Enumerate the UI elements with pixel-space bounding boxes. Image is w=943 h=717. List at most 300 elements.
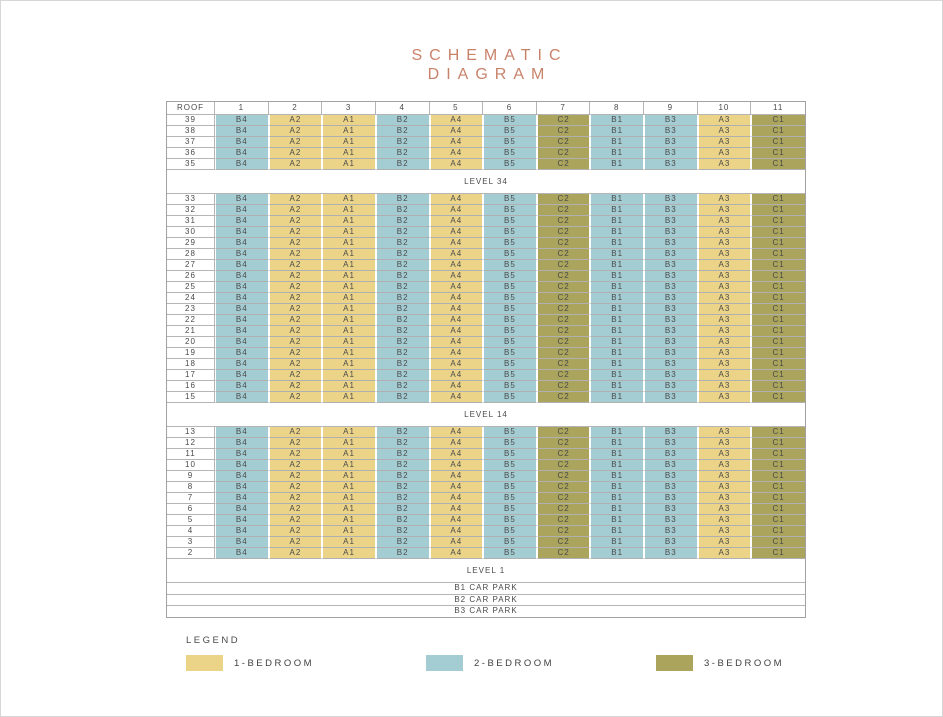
unit-cell-B1: B1 [590, 260, 644, 271]
unit-cell-B3: B3 [644, 238, 698, 249]
floor-label-10: 10 [167, 460, 215, 471]
unit-cell-B5: B5 [483, 194, 537, 205]
unit-cell-B5: B5 [483, 337, 537, 348]
unit-cell-B4: B4 [215, 392, 269, 403]
unit-cell-B5: B5 [483, 427, 537, 438]
unit-cell-B3: B3 [644, 471, 698, 482]
unit-cell-A3: A3 [698, 304, 752, 315]
unit-cell-B2: B2 [376, 326, 430, 337]
unit-cell-B2: B2 [376, 427, 430, 438]
unit-cell-B5: B5 [483, 381, 537, 392]
unit-cell-B2: B2 [376, 249, 430, 260]
unit-cell-B3: B3 [644, 449, 698, 460]
unit-cell-C1: C1 [751, 370, 805, 381]
floor-label-4: 4 [167, 526, 215, 537]
header-col-8: 8 [590, 102, 644, 115]
unit-cell-B1: B1 [590, 427, 644, 438]
unit-cell-A3: A3 [698, 537, 752, 548]
unit-cell-A2: A2 [269, 148, 323, 159]
unit-cell-B1: B1 [590, 205, 644, 216]
unit-cell-B2: B2 [376, 515, 430, 526]
unit-cell-A4: A4 [430, 148, 484, 159]
unit-cell-B4: B4 [215, 471, 269, 482]
unit-cell-C1: C1 [751, 216, 805, 227]
floor-label-30: 30 [167, 227, 215, 238]
unit-cell-B3: B3 [644, 548, 698, 559]
unit-cell-C2: C2 [537, 137, 591, 148]
floor-row-3 [167, 537, 805, 548]
unit-cell-C1: C1 [751, 271, 805, 282]
level-band-row [167, 559, 805, 583]
unit-cell-B4: B4 [215, 515, 269, 526]
unit-cell-B5: B5 [483, 238, 537, 249]
unit-cell-A4: A4 [430, 381, 484, 392]
legend-title: LEGEND [186, 635, 241, 646]
unit-cell-C1: C1 [751, 315, 805, 326]
unit-cell-B1: B1 [590, 249, 644, 260]
unit-cell-A1: A1 [322, 381, 376, 392]
unit-cell-A4: A4 [430, 194, 484, 205]
unit-cell-A4: A4 [430, 238, 484, 249]
unit-cell-A2: A2 [269, 238, 323, 249]
unit-cell-C2: C2 [537, 238, 591, 249]
unit-cell-A4: A4 [430, 260, 484, 271]
unit-cell-A3: A3 [698, 337, 752, 348]
unit-cell-A2: A2 [269, 282, 323, 293]
unit-cell-A3: A3 [698, 348, 752, 359]
unit-cell-B5: B5 [483, 271, 537, 282]
unit-cell-B4: B4 [215, 493, 269, 504]
floor-label-3: 3 [167, 537, 215, 548]
unit-cell-B1: B1 [590, 115, 644, 126]
unit-cell-A2: A2 [269, 493, 323, 504]
unit-cell-B5: B5 [483, 348, 537, 359]
floor-row-15 [167, 392, 805, 403]
unit-cell-B1: B1 [590, 194, 644, 205]
unit-cell-C2: C2 [537, 227, 591, 238]
unit-cell-A3: A3 [698, 126, 752, 137]
floor-label-33: 33 [167, 194, 215, 205]
unit-cell-B1: B1 [590, 293, 644, 304]
unit-cell-A1: A1 [322, 159, 376, 170]
page-title-line1: SCHEMATIC [411, 47, 568, 64]
unit-cell-B4: B4 [215, 238, 269, 249]
unit-cell-A1: A1 [322, 504, 376, 515]
unit-cell-A1: A1 [322, 471, 376, 482]
unit-cell-A1: A1 [322, 293, 376, 304]
unit-cell-B2: B2 [376, 370, 430, 381]
unit-cell-B5: B5 [483, 504, 537, 515]
unit-cell-A1: A1 [322, 537, 376, 548]
unit-cell-B4: B4 [215, 449, 269, 460]
unit-cell-C1: C1 [751, 460, 805, 471]
unit-cell-C1: C1 [751, 227, 805, 238]
unit-cell-B5: B5 [483, 205, 537, 216]
floor-row-4 [167, 526, 805, 537]
unit-cell-B4: B4 [215, 337, 269, 348]
unit-cell-C1: C1 [751, 493, 805, 504]
floor-label-24: 24 [167, 293, 215, 304]
unit-cell-A4: A4 [430, 293, 484, 304]
carpark-label: B1 CAR PARK [167, 583, 805, 595]
header-col-9: 9 [644, 102, 698, 115]
unit-cell-A2: A2 [269, 526, 323, 537]
unit-cell-A2: A2 [269, 515, 323, 526]
unit-cell-B3: B3 [644, 205, 698, 216]
unit-cell-A1: A1 [322, 348, 376, 359]
unit-cell-A1: A1 [322, 260, 376, 271]
unit-cell-B3: B3 [644, 227, 698, 238]
unit-cell-A1: A1 [322, 205, 376, 216]
unit-cell-B5: B5 [483, 293, 537, 304]
unit-cell-C1: C1 [751, 526, 805, 537]
unit-cell-B4: B4 [215, 504, 269, 515]
unit-cell-B3: B3 [644, 194, 698, 205]
header-col-4: 4 [376, 102, 430, 115]
unit-cell-C1: C1 [751, 449, 805, 460]
unit-cell-B4: B4 [215, 526, 269, 537]
unit-cell-C2: C2 [537, 471, 591, 482]
unit-cell-C1: C1 [751, 548, 805, 559]
unit-cell-C1: C1 [751, 115, 805, 126]
floor-label-8: 8 [167, 482, 215, 493]
unit-cell-C2: C2 [537, 526, 591, 537]
unit-cell-B1: B1 [590, 381, 644, 392]
floor-row-31 [167, 216, 805, 227]
legend-swatch-one_bedroom [186, 655, 223, 671]
unit-cell-B3: B3 [644, 271, 698, 282]
legend-item-1-bedroom [186, 655, 314, 671]
unit-cell-B3: B3 [644, 427, 698, 438]
unit-cell-B5: B5 [483, 115, 537, 126]
unit-cell-C1: C1 [751, 438, 805, 449]
unit-cell-A2: A2 [269, 427, 323, 438]
unit-cell-B5: B5 [483, 249, 537, 260]
unit-cell-A1: A1 [322, 326, 376, 337]
unit-cell-A1: A1 [322, 392, 376, 403]
floor-label-35: 35 [167, 159, 215, 170]
header-col-11: 11 [751, 102, 805, 115]
unit-cell-B4: B4 [215, 326, 269, 337]
unit-cell-B4: B4 [215, 370, 269, 381]
unit-cell-B2: B2 [376, 348, 430, 359]
unit-cell-B4: B4 [215, 260, 269, 271]
unit-cell-B5: B5 [483, 126, 537, 137]
unit-cell-B1: B1 [590, 348, 644, 359]
unit-cell-A2: A2 [269, 249, 323, 260]
unit-cell-C1: C1 [751, 260, 805, 271]
unit-cell-A4: A4 [430, 282, 484, 293]
unit-cell-B5: B5 [483, 148, 537, 159]
unit-cell-A4: A4 [430, 337, 484, 348]
unit-cell-A1: A1 [322, 282, 376, 293]
floor-row-11 [167, 449, 805, 460]
unit-cell-B5: B5 [483, 159, 537, 170]
unit-cell-A2: A2 [269, 159, 323, 170]
unit-cell-B3: B3 [644, 370, 698, 381]
unit-cell-B2: B2 [376, 482, 430, 493]
unit-cell-B4: B4 [215, 304, 269, 315]
unit-cell-B5: B5 [483, 326, 537, 337]
unit-cell-C1: C1 [751, 304, 805, 315]
table-body [167, 115, 805, 617]
header-col-7: 7 [537, 102, 591, 115]
unit-cell-C1: C1 [751, 326, 805, 337]
unit-cell-C2: C2 [537, 515, 591, 526]
unit-cell-A3: A3 [698, 504, 752, 515]
unit-cell-B2: B2 [376, 449, 430, 460]
unit-cell-B1: B1 [590, 471, 644, 482]
unit-cell-B5: B5 [483, 548, 537, 559]
floor-label-25: 25 [167, 282, 215, 293]
unit-cell-B3: B3 [644, 438, 698, 449]
unit-cell-B3: B3 [644, 348, 698, 359]
unit-cell-A4: A4 [430, 271, 484, 282]
unit-cell-A4: A4 [430, 392, 484, 403]
unit-cell-B1: B1 [590, 537, 644, 548]
unit-cell-B4: B4 [215, 315, 269, 326]
unit-cell-B2: B2 [376, 271, 430, 282]
unit-cell-B3: B3 [644, 504, 698, 515]
unit-cell-B2: B2 [376, 471, 430, 482]
unit-cell-B2: B2 [376, 159, 430, 170]
floor-label-16: 16 [167, 381, 215, 392]
unit-cell-B2: B2 [376, 293, 430, 304]
unit-cell-B3: B3 [644, 482, 698, 493]
unit-cell-B4: B4 [215, 427, 269, 438]
unit-cell-A3: A3 [698, 282, 752, 293]
unit-cell-C1: C1 [751, 249, 805, 260]
unit-cell-C1: C1 [751, 348, 805, 359]
unit-cell-C2: C2 [537, 449, 591, 460]
unit-cell-A4: A4 [430, 471, 484, 482]
unit-cell-A1: A1 [322, 515, 376, 526]
unit-cell-A4: A4 [430, 249, 484, 260]
unit-cell-A3: A3 [698, 392, 752, 403]
unit-cell-A3: A3 [698, 137, 752, 148]
unit-cell-A2: A2 [269, 137, 323, 148]
unit-cell-C2: C2 [537, 148, 591, 159]
unit-cell-B1: B1 [590, 238, 644, 249]
unit-cell-A2: A2 [269, 205, 323, 216]
unit-cell-C2: C2 [537, 548, 591, 559]
floor-label-12: 12 [167, 438, 215, 449]
unit-cell-A1: A1 [322, 526, 376, 537]
unit-cell-C2: C2 [537, 271, 591, 282]
unit-cell-A1: A1 [322, 493, 376, 504]
floor-row-9 [167, 471, 805, 482]
unit-cell-B1: B1 [590, 137, 644, 148]
unit-cell-B3: B3 [644, 381, 698, 392]
unit-cell-A1: A1 [322, 137, 376, 148]
unit-cell-A2: A2 [269, 460, 323, 471]
unit-cell-A4: A4 [430, 359, 484, 370]
carpark-row [167, 595, 805, 607]
floor-row-22 [167, 315, 805, 326]
unit-cell-B4: B4 [215, 205, 269, 216]
legend-item-label: 2-BEDROOM [474, 657, 555, 669]
unit-cell-B5: B5 [483, 137, 537, 148]
floor-label-29: 29 [167, 238, 215, 249]
unit-cell-A4: A4 [430, 159, 484, 170]
unit-cell-C2: C2 [537, 460, 591, 471]
unit-cell-C2: C2 [537, 504, 591, 515]
unit-cell-B2: B2 [376, 359, 430, 370]
floor-row-17 [167, 370, 805, 381]
unit-cell-C1: C1 [751, 293, 805, 304]
unit-cell-B4: B4 [215, 216, 269, 227]
floor-label-31: 31 [167, 216, 215, 227]
unit-cell-B3: B3 [644, 260, 698, 271]
unit-cell-B2: B2 [376, 148, 430, 159]
unit-cell-B3: B3 [644, 304, 698, 315]
header-col-10: 10 [698, 102, 752, 115]
floor-label-19: 19 [167, 348, 215, 359]
unit-cell-B5: B5 [483, 227, 537, 238]
unit-cell-A3: A3 [698, 381, 752, 392]
unit-cell-A4: A4 [430, 370, 484, 381]
legend-item-2-bedroom [426, 655, 554, 671]
header-col-6: 6 [483, 102, 537, 115]
unit-cell-C2: C2 [537, 438, 591, 449]
unit-cell-A1: A1 [322, 548, 376, 559]
unit-cell-A1: A1 [322, 194, 376, 205]
unit-cell-C2: C2 [537, 348, 591, 359]
unit-cell-C1: C1 [751, 126, 805, 137]
unit-cell-B1: B1 [590, 482, 644, 493]
unit-cell-B5: B5 [483, 526, 537, 537]
unit-cell-B1: B1 [590, 460, 644, 471]
unit-cell-A1: A1 [322, 460, 376, 471]
unit-cell-A4: A4 [430, 348, 484, 359]
unit-cell-A4: A4 [430, 227, 484, 238]
table-header [167, 102, 805, 115]
unit-cell-A2: A2 [269, 370, 323, 381]
unit-cell-B3: B3 [644, 537, 698, 548]
floor-row-26 [167, 271, 805, 282]
unit-cell-C1: C1 [751, 392, 805, 403]
unit-cell-C2: C2 [537, 293, 591, 304]
unit-cell-A4: A4 [430, 438, 484, 449]
unit-cell-A2: A2 [269, 126, 323, 137]
unit-cell-B2: B2 [376, 194, 430, 205]
unit-cell-B4: B4 [215, 249, 269, 260]
unit-cell-C1: C1 [751, 282, 805, 293]
unit-cell-B5: B5 [483, 515, 537, 526]
unit-cell-B3: B3 [644, 493, 698, 504]
unit-cell-A4: A4 [430, 137, 484, 148]
unit-cell-C1: C1 [751, 359, 805, 370]
unit-cell-B4: B4 [215, 537, 269, 548]
header-row [167, 102, 805, 115]
floor-row-33 [167, 194, 805, 205]
unit-cell-C1: C1 [751, 194, 805, 205]
unit-cell-B1: B1 [590, 359, 644, 370]
unit-cell-A3: A3 [698, 359, 752, 370]
carpark-row [167, 606, 805, 617]
level-band-row [167, 170, 805, 194]
unit-cell-B1: B1 [590, 304, 644, 315]
floor-row-10 [167, 460, 805, 471]
unit-cell-A2: A2 [269, 304, 323, 315]
unit-cell-B3: B3 [644, 526, 698, 537]
floor-label-5: 5 [167, 515, 215, 526]
unit-cell-A4: A4 [430, 537, 484, 548]
unit-cell-B4: B4 [215, 126, 269, 137]
unit-cell-A1: A1 [322, 304, 376, 315]
unit-cell-B1: B1 [590, 315, 644, 326]
level-band-label: LEVEL 14 [167, 403, 805, 427]
unit-cell-A4: A4 [430, 515, 484, 526]
unit-cell-C2: C2 [537, 537, 591, 548]
unit-cell-B1: B1 [590, 326, 644, 337]
unit-cell-A3: A3 [698, 438, 752, 449]
unit-cell-A4: A4 [430, 115, 484, 126]
unit-cell-A2: A2 [269, 271, 323, 282]
unit-cell-C2: C2 [537, 370, 591, 381]
level-band-label: LEVEL 34 [167, 170, 805, 194]
floor-label-7: 7 [167, 493, 215, 504]
unit-cell-A3: A3 [698, 315, 752, 326]
unit-cell-A2: A2 [269, 392, 323, 403]
unit-cell-A3: A3 [698, 238, 752, 249]
unit-cell-A4: A4 [430, 526, 484, 537]
floor-row-25 [167, 282, 805, 293]
unit-cell-C2: C2 [537, 249, 591, 260]
unit-cell-A3: A3 [698, 493, 752, 504]
unit-cell-C2: C2 [537, 381, 591, 392]
unit-cell-A3: A3 [698, 526, 752, 537]
unit-cell-A1: A1 [322, 359, 376, 370]
unit-cell-B5: B5 [483, 216, 537, 227]
floor-row-39 [167, 115, 805, 126]
floor-row-23 [167, 304, 805, 315]
unit-cell-C1: C1 [751, 205, 805, 216]
unit-cell-B2: B2 [376, 216, 430, 227]
unit-cell-B4: B4 [215, 137, 269, 148]
floor-label-15: 15 [167, 392, 215, 403]
header-col-1: 1 [215, 102, 269, 115]
unit-cell-A2: A2 [269, 471, 323, 482]
legend-items [186, 655, 866, 673]
unit-cell-A4: A4 [430, 427, 484, 438]
unit-cell-B3: B3 [644, 115, 698, 126]
unit-cell-B4: B4 [215, 438, 269, 449]
floor-label-28: 28 [167, 249, 215, 260]
unit-cell-B2: B2 [376, 526, 430, 537]
unit-cell-B1: B1 [590, 449, 644, 460]
unit-cell-B2: B2 [376, 205, 430, 216]
floor-label-23: 23 [167, 304, 215, 315]
header-col-2: 2 [269, 102, 323, 115]
legend-item-label: 1-BEDROOM [234, 657, 315, 669]
unit-cell-B3: B3 [644, 359, 698, 370]
unit-cell-B4: B4 [215, 159, 269, 170]
unit-cell-A4: A4 [430, 548, 484, 559]
unit-cell-B3: B3 [644, 315, 698, 326]
unit-cell-C2: C2 [537, 205, 591, 216]
legend-swatch-two_bedroom [426, 655, 463, 671]
unit-cell-B1: B1 [590, 148, 644, 159]
unit-cell-A4: A4 [430, 315, 484, 326]
unit-cell-A1: A1 [322, 315, 376, 326]
unit-cell-B3: B3 [644, 326, 698, 337]
header-col-3: 3 [322, 102, 376, 115]
unit-cell-C1: C1 [751, 537, 805, 548]
legend [186, 635, 866, 673]
unit-cell-B5: B5 [483, 449, 537, 460]
floor-row-2 [167, 548, 805, 559]
